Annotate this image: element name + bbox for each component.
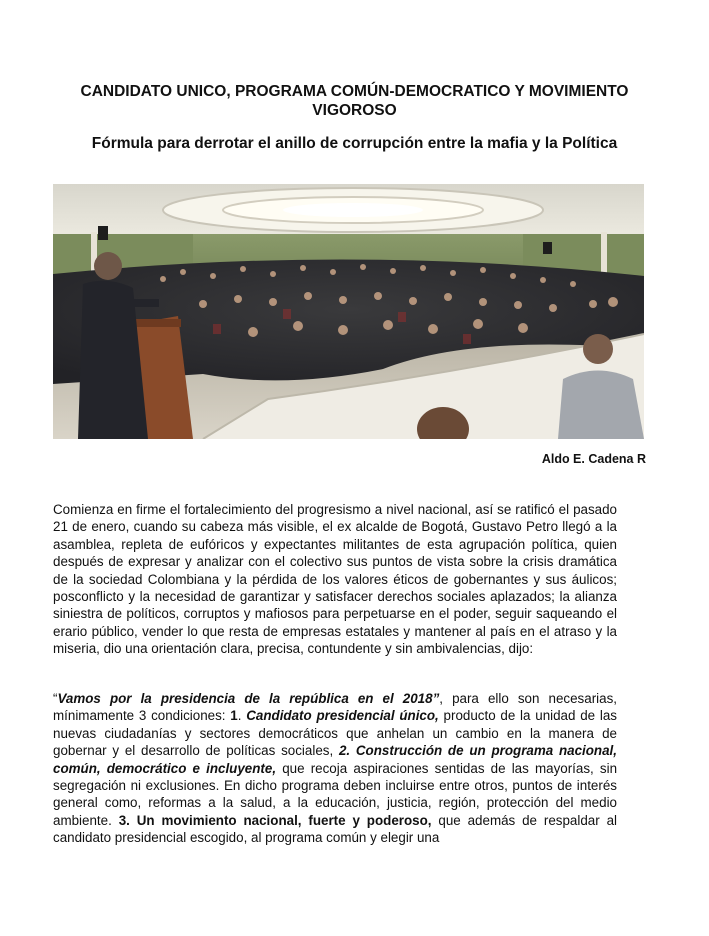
text-segment: , para ello son necesarias, mínimamente 3 condiciones: [53, 691, 617, 724]
text-segment: . [237, 708, 247, 724]
assembly-photo-illustration [53, 184, 644, 439]
condition-3: 3. Un movimiento nacional, fuerte y poderoso, [118, 812, 432, 828]
condition-number: 1 [230, 708, 238, 724]
paragraph-1: Comienza en firme el fortalecimiento del progresismo a nivel nacional, así se ratificó el pasado 21 de enero, cuando su cabeza más visible, el ex alcalde de Bogotá, Gustavo Petro llegó a la asamblea, repleta de eufóricos y expectantes militantes de esta agrupación política, quien después de expresar y analizar con el colectivo sus puntos de vista sobre la crisis dramática de la sociedad Colombiana y la pérdida de los valores éticos de gobernantes y sus áulicos; posconflicto y la necesidad de garantizar y satisfacer derechos sociales aplazados; la alianza siniestra de políticos, corruptos y mafiosos para perpetuarse en el poder, seguir saqueando el erario público, vender lo que resta de empresas estatales y mantener al país en el atraso y la miseria, dio una orientación clara, precisa, contundente y sin ambivalencias, dijo: [53, 502, 617, 657]
author-byline: Aldo E. Cadena R [541, 452, 646, 466]
open-quote: “ [53, 691, 58, 706]
condition-1: Candidato presidencial único, [246, 708, 439, 724]
assembly-photo [53, 184, 644, 439]
quote-emphasis: Vamos por la presidencia de la república en el 2018” [57, 691, 440, 706]
text-segment: producto de la unidad de las nuevas ciudadanías y sectores democráticos que anhelan un cambio en la manera de gobernar y el desarrollo de políticas sociales, [53, 708, 617, 759]
article-subtitle: Fórmula para derrotar el anillo de corrupción entre la mafia y la Política [91, 135, 618, 152]
text-segment: que además de respaldar al candidato presidencial escogido, al programa común y elegir una [53, 812, 618, 846]
paragraph-2 [53, 690, 617, 847]
article-title: CANDIDATO UNICO, PROGRAMA COMÚN-DEMOCRATICO Y MOVIMIENTO VIGOROSO [80, 83, 629, 119]
condition-2: 2. Construcción de un programa nacional, común, democrático e incluyente, [53, 743, 618, 776]
text-segment: que recoja aspiraciones sentidas de las mayorías, sin segregación ni exclusiones. En dicho programa deben incluirse entre otros, puntos de interés general como, reformas a la salud, a la educación, justicia, región, protección del medio ambiente. [53, 760, 618, 828]
